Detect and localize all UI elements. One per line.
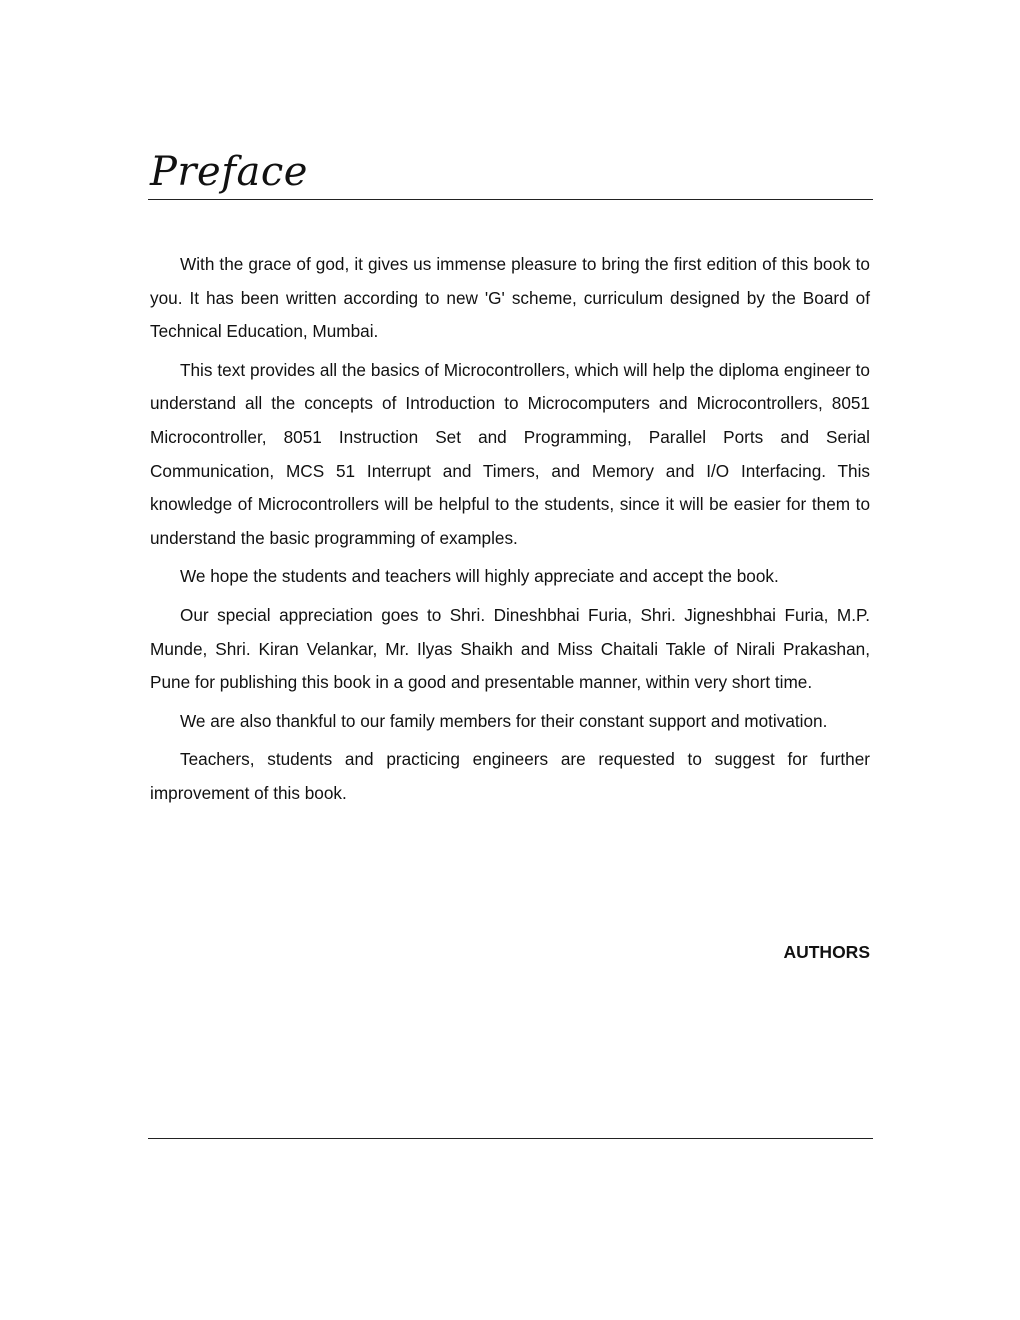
paragraph-appreciation: Our special appreciation goes to Shri. Dineshbhai Furia, Shri. Jigneshbhai Furia, M.P. Munde, Shri. Kiran Velankar, Mr. Ilyas Shaikh and Miss Chaitali Takle of Nirali Prakashan, Pune for publishing this book in a good and presentable manner, within very short time. [150,604,870,693]
paragraph-intro: With the grace of god, it gives us immense pleasure to bring the first edition of this book to you. It has been written according to new 'G' scheme, curriculum designed by the Board of Technical Education, Mumbai. [150,254,870,342]
paragraph-family-thanks: We are also thankful to our family members for their constant support and motivation. [180,710,828,731]
preface-body [150,248,870,816]
paragraph-suggestions: Teachers, students and practicing engineers are requested to suggest for further improvement of this book. [150,749,870,803]
page-title: Preface [150,149,308,195]
paragraph-contents: This text provides all the basics of Microcontrollers, which will help the diploma engineer to understand all the concepts of Introduction to Microcomputers and Microcontrollers, 8051 Microcontroller, 8051 Instruction Set and Programming, Parallel Ports and Serial Communication, MCS 51 Interrupt and Timers, and Memory and I/O Interfacing. This knowledge of Microcontrollers will be helpful to the students, since it will be easier for them to understand the basic programming of examples. [150,359,870,548]
authors-signature: AUTHORS [783,942,870,962]
footer-divider [148,1138,873,1139]
paragraph-hope: We hope the students and teachers will highly appreciate and accept the book. [180,566,779,587]
title-underline-divider [148,199,873,200]
